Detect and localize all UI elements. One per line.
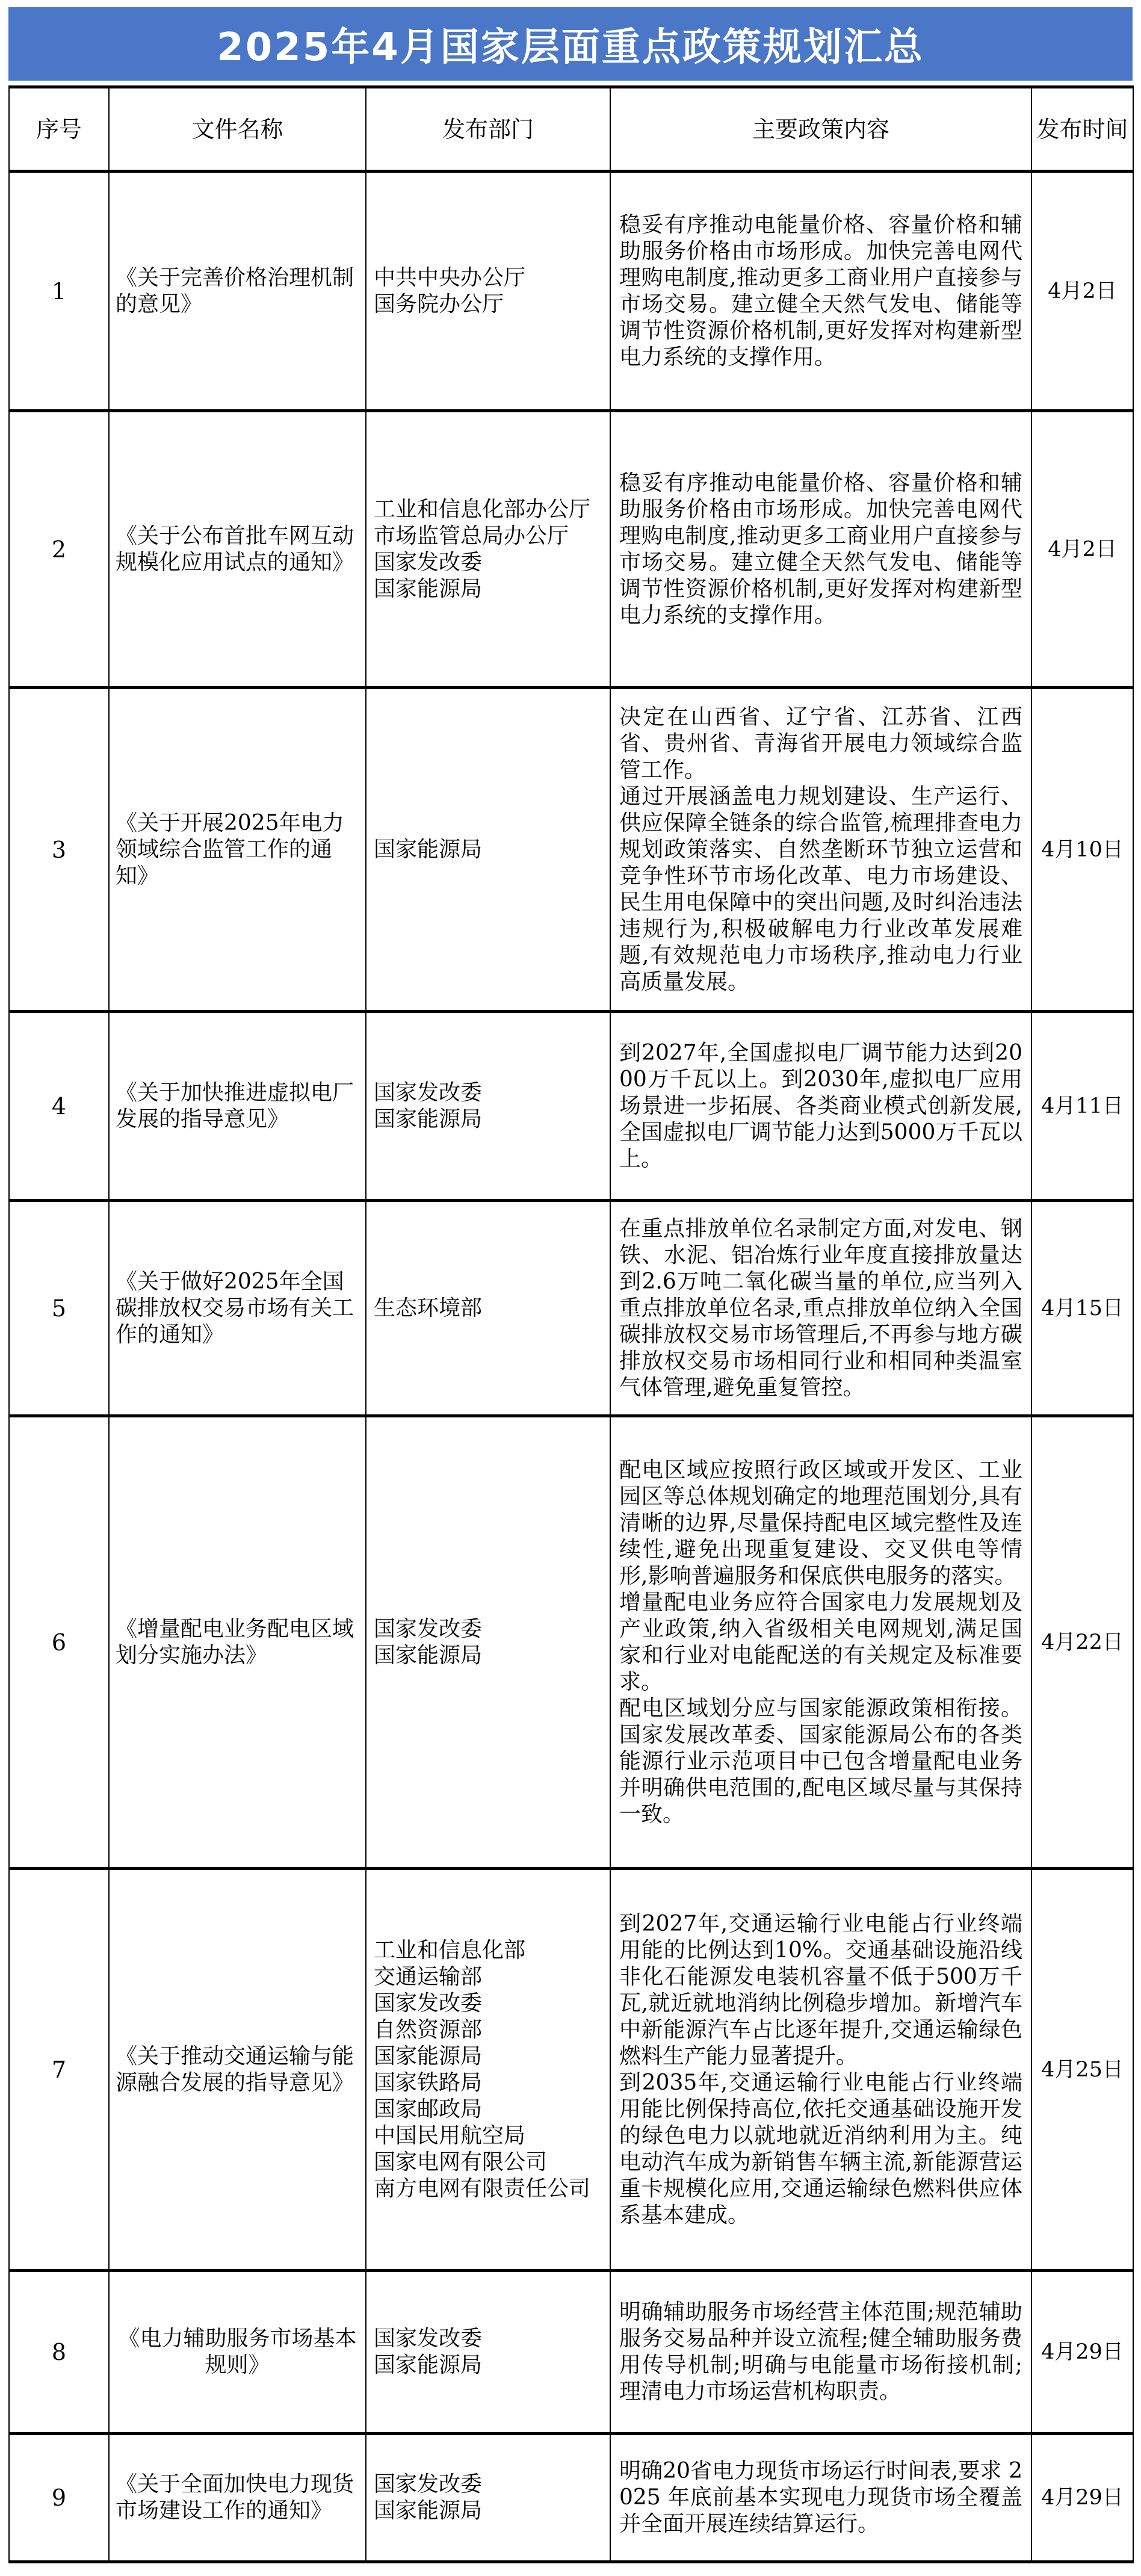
dept-cell (366, 172, 610, 411)
doc-name-cell: 《关于全面加快电力现货市场建设工作的通知》 (109, 2434, 366, 2562)
text-line: 国家能源局 (374, 2498, 483, 2523)
content-cell (610, 1012, 1031, 1201)
dept-cell (366, 1012, 610, 1201)
table-row (9, 1201, 1133, 1416)
text-line: 自然资源部 (374, 2017, 483, 2042)
text-line: 到2027年,交通运输行业电能占行业终端用能的比例达到10%。交通基础设施沿线非化石能源发电装机容量不低于500万千瓦,就近就地消纳比例稳步增加。新增汽车中新能源汽车占比逐年提升,交通运输绿色燃料生产能力显著提升。 (619, 1911, 1022, 2069)
dept-cell (366, 2271, 610, 2434)
content-cell (610, 2434, 1031, 2562)
row-number-cell: 2 (9, 411, 109, 688)
text-line: 中国民用航空局 (374, 2123, 526, 2148)
text-line: 明确辅助服务市场经营主体范围;规范辅助服务交易品种并设立流程;健全辅助服务费用传导机制;明确与电能量市场衔接机制;理清电力市场运营机构职责。 (619, 2300, 1022, 2404)
text-line: 国家发改委 (374, 550, 483, 575)
text-line: 到2035年,交通运输行业电能占行业终端用能比例保持高位,依托交通基础设施开发的绿色电力以就地就近消纳利用为主。纯电动汽车成为新销售车辆主流,新能源营运重卡规模化应用,交通运输绿色燃料供应体系基本建成。 (619, 2070, 1022, 2228)
text-line: 国家铁路局 (374, 2070, 483, 2095)
date-cell: 4月29日 (1031, 2271, 1133, 2434)
header-cell-department: 发布部门 (366, 87, 610, 172)
text-line: 国家发改委 (374, 2472, 483, 2497)
date-cell: 4月29日 (1031, 2434, 1133, 2562)
content-cell (610, 172, 1031, 411)
doc-name-cell: 《关于推动交通运输与能源融合发展的指导意见》 (109, 1869, 366, 2271)
header-cell-policy-content: 主要政策内容 (610, 87, 1031, 172)
doc-name-cell: 《电力辅助服务市场基本规则》 (109, 2271, 366, 2434)
dept-cell (366, 1416, 610, 1869)
doc-name-cell: 《关于完善价格治理机制的意见》 (109, 172, 366, 411)
content-cell (610, 1869, 1031, 2271)
content-cell (610, 688, 1031, 1012)
table-row (9, 172, 1133, 411)
text-line: 在重点排放单位名录制定方面,对发电、钢铁、水泥、铝冶炼行业年度直接排放量达到2.6万吨二氧化碳当量的单位,应当列入重点排放单位名录,重点排放单位纳入全国碳排放权交易市场管理后,不再参与地方碳排放权交易市场相同行业和相同种类温室气体管理,避免重复管控。 (619, 1216, 1022, 1400)
text-line: 交通运输部 (374, 1964, 483, 1989)
text-line: 国家邮政局 (374, 2096, 483, 2122)
row-number-cell: 7 (9, 1869, 109, 2271)
row-number-cell: 1 (9, 172, 109, 411)
doc-name-cell: 《关于公布首批车网互动规模化应用试点的通知》 (109, 411, 366, 688)
text-line: 国家能源局 (374, 1106, 483, 1132)
table-row (9, 1869, 1133, 2271)
text-line: 到2027年,全国虚拟电厂调节能力达到2000万千瓦以上。到2030年,虚拟电厂应用场景进一步拓展、各类商业模式创新发展,全国虚拟电厂调节能力达到5000万千瓦以上。 (619, 1040, 1022, 1171)
text-line: 国务院办公厅 (374, 291, 504, 317)
text-line: 国家能源局 (374, 2353, 483, 2377)
text-line: 国家能源局 (374, 1643, 483, 1668)
table-row (9, 1012, 1133, 1201)
row-number-cell: 4 (9, 1012, 109, 1201)
row-number-cell: 3 (9, 688, 109, 1012)
doc-name-cell: 《增量配电业务配电区域划分实施办法》 (109, 1416, 366, 1869)
row-number-cell: 5 (9, 1201, 109, 1416)
doc-name-cell: 《关于加快推进虚拟电厂发展的指导意见》 (109, 1012, 366, 1201)
text-line: 国家能源局 (374, 2043, 483, 2069)
title-banner (8, 7, 1133, 81)
header-cell-doc-name: 文件名称 (109, 87, 366, 172)
text-line: 增量配电业务应符合国家电力发展规划及产业政策,纳入省级相关电网规划,满足国家和行业对电能配送的有关规定及标准要求。 (619, 1590, 1022, 1694)
doc-name-cell: 《关于开展2025年电力领域综合监管工作的通知》 (109, 688, 366, 1012)
dept-cell (366, 411, 610, 688)
content-cell (610, 2271, 1031, 2434)
text-line: 国家能源局 (374, 576, 483, 601)
text-line: 国家电网有限公司 (374, 2149, 548, 2175)
row-number-cell: 9 (9, 2434, 109, 2562)
text-line: 工业和信息化部办公厅 (374, 497, 591, 522)
text-line: 国家发改委 (374, 1990, 483, 2016)
table-row (9, 1416, 1133, 1869)
dept-cell (366, 688, 610, 1012)
date-cell: 4月15日 (1031, 1201, 1133, 1416)
row-number-cell: 8 (9, 2271, 109, 2434)
dept-cell (366, 1201, 610, 1416)
text-line: 通过开展涵盖电力规划建设、生产运行、供应保障全链条的综合监管,梳理排查电力规划政策落实、自然垄断环节独立运营和竞争性环节市场化改革、电力市场建设、民生用电保障中的突出问题,及时纠治违法违规行为,积极破解电力行业改革发展难题,有效规范电力市场秩序,推动电力行业高质量发展。 (619, 784, 1022, 994)
text-line: 国家发改委 (374, 1080, 483, 1105)
table-row (9, 2271, 1133, 2434)
header-row (9, 87, 1133, 172)
text-line: 稳妥有序推动电能量价格、容量价格和辅助服务价格由市场形成。加快完善电网代理购电制度,推动更多工商业用户直接参与市场交易。建立健全天然气发电、储能等调节性资源价格机制,更好发挥对构建新型电力系统的支撑作用。 (619, 212, 1022, 370)
text-line: 稳妥有序推动电能量价格、容量价格和辅助服务价格由市场形成。加快完善电网代理购电制度,推动更多工商业用户直接参与市场交易。建立健全天然气发电、储能等调节性资源价格机制,更好发挥对构建新型电力系统的支撑作用。 (619, 470, 1022, 628)
table-row (9, 688, 1133, 1012)
header-cell-publish-date: 发布时间 (1031, 87, 1133, 172)
date-cell: 4月25日 (1031, 1869, 1133, 2271)
text-line: 明确20省电力现货市场运行时间表,要求 2025 年底前基本实现电力现货市场全覆盖并全面开展连续结算运行。 (619, 2459, 1022, 2536)
dept-cell (366, 1869, 610, 2271)
doc-name-cell: 《关于做好2025年全国碳排放权交易市场有关工作的通知》 (109, 1201, 366, 1416)
text-line: 配电区域应按照行政区域或开发区、工业园区等总体规划确定的地理范围划分,具有清晰的边界,尽量保持配电区域完整性及连续性,避免出现重复建设、交叉供电等情形,影响普遍服务和保底供电服务的落实。 (619, 1457, 1022, 1588)
content-cell (610, 1416, 1031, 1869)
text-line: 国家发改委 (374, 1616, 483, 1641)
content-cell (610, 1201, 1031, 1416)
policy-table (8, 85, 1134, 2563)
date-cell: 4月22日 (1031, 1416, 1133, 1869)
text-line: 决定在山西省、辽宁省、江苏省、江西省、贵州省、青海省开展电力领域综合监管工作。 (619, 704, 1022, 782)
date-cell: 4月10日 (1031, 688, 1133, 1012)
date-cell: 4月2日 (1031, 411, 1133, 688)
text-line: 配电区域划分应与国家能源政策相衔接。国家发展改革委、国家能源局公布的各类能源行业示范项目中已包含增量配电业务并明确供电范围的,配电区域尽量与其保持一致。 (619, 1695, 1022, 1827)
text-line: 国家发改委 (374, 2326, 483, 2351)
text-line: 国家能源局 (374, 837, 483, 862)
text-line: 生态环境部 (374, 1295, 483, 1321)
header-cell-no: 序号 (9, 87, 109, 172)
row-number-cell: 6 (9, 1416, 109, 1869)
page-title: 2025年4月国家层面重点政策规划汇总 (217, 25, 924, 70)
date-cell: 4月2日 (1031, 172, 1133, 411)
text-line: 南方电网有限责任公司 (374, 2176, 591, 2201)
dept-cell (366, 2434, 610, 2562)
content-cell (610, 411, 1031, 688)
text-line: 工业和信息化部 (374, 1937, 526, 1963)
text-line: 市场监管总局办公厅 (374, 523, 569, 548)
table-row (9, 2434, 1133, 2562)
text-line: 中共中央办公厅 (374, 265, 526, 290)
table-row (9, 411, 1133, 688)
date-cell: 4月11日 (1031, 1012, 1133, 1201)
